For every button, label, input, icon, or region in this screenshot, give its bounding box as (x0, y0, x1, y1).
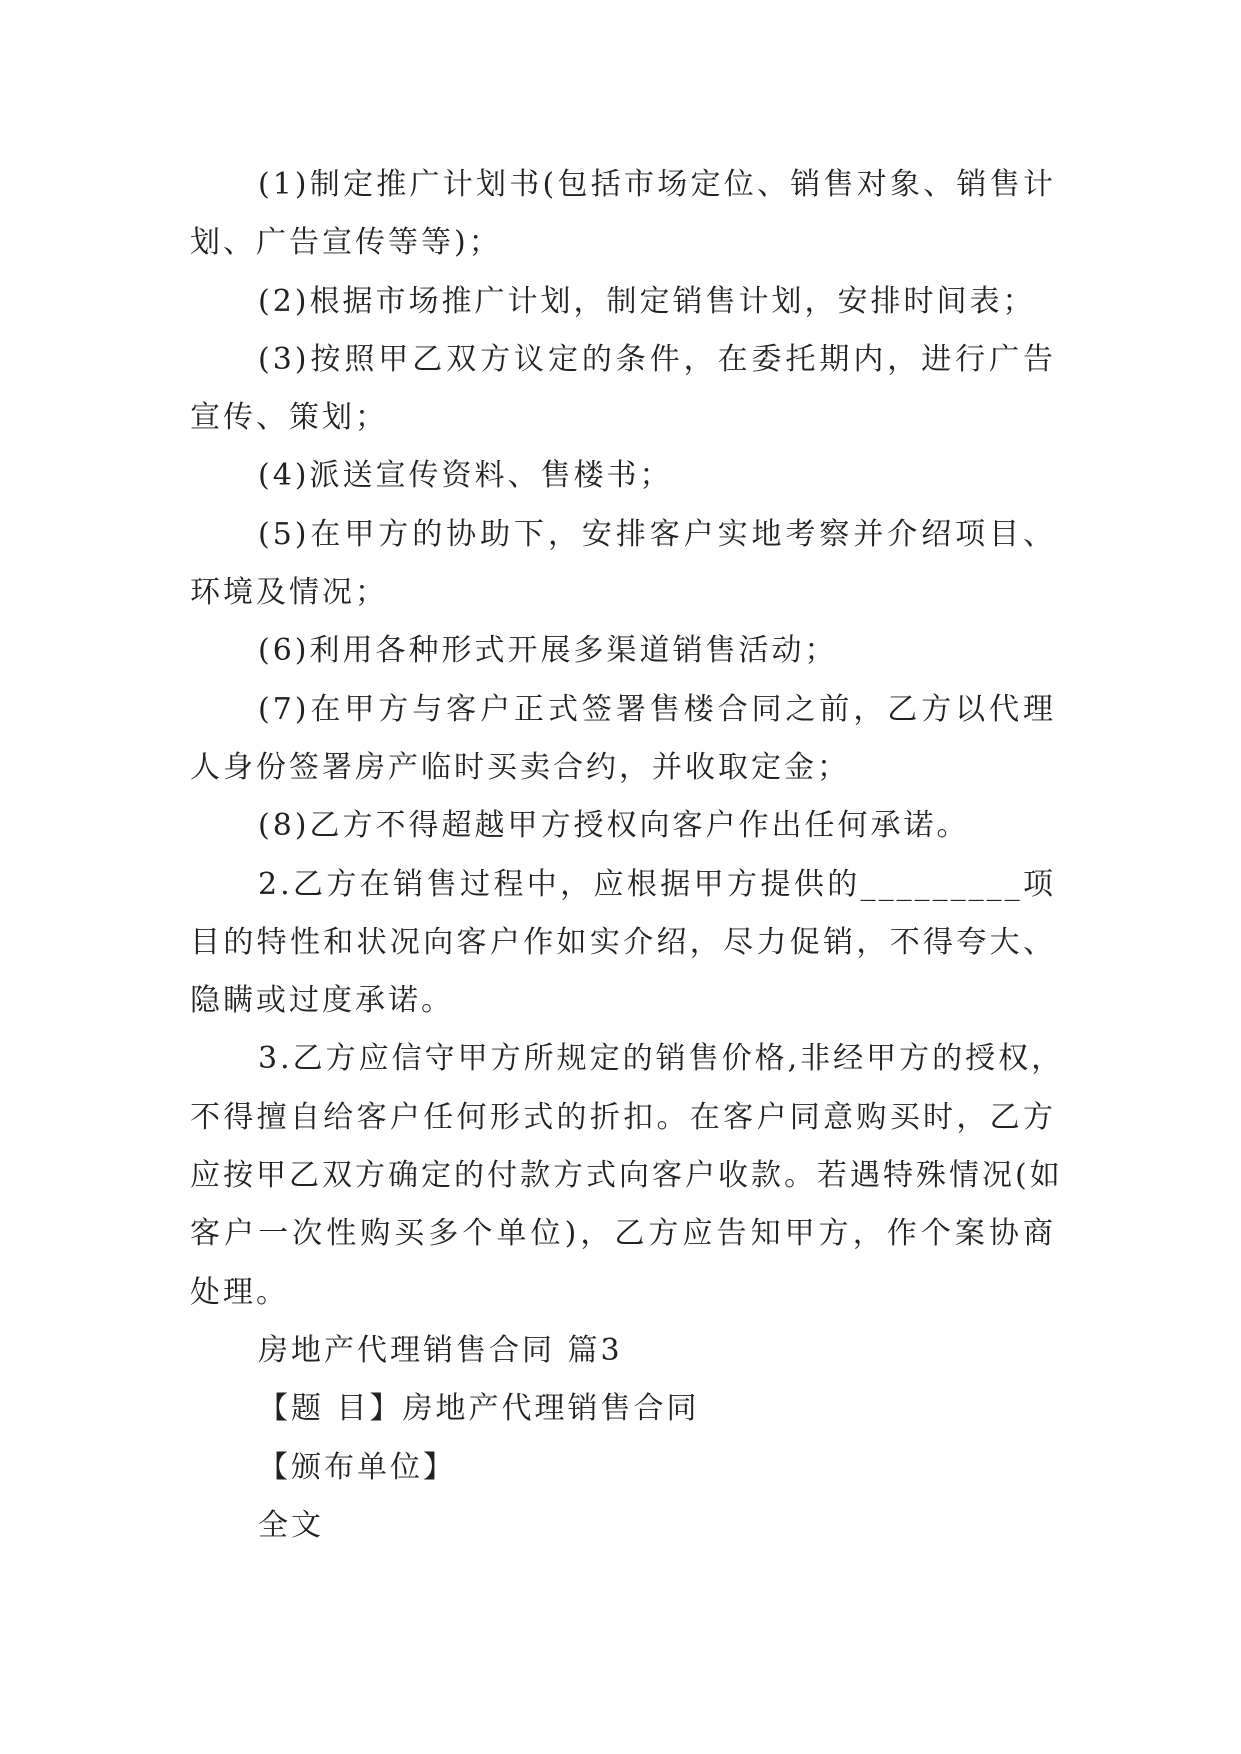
text-line: 全文 (258, 1507, 324, 1543)
title-field (190, 1380, 1056, 1438)
text-line: (8)乙方不得超越甲方授权向客户作出任何承诺。 (258, 808, 970, 844)
paragraph-item-1 (190, 156, 1056, 273)
text-line: 人身份签署房产临时买卖合约，并收取定金； (190, 749, 850, 785)
section-heading (190, 1322, 1056, 1380)
text-line: 划、广告宣传等等)； (190, 225, 502, 261)
text-line: 应按甲乙双方确定的付款方式向客户收款。若遇特殊情况(如 (190, 1158, 1063, 1194)
clause-3 (190, 1030, 1065, 1321)
clause-2 (190, 856, 1056, 1031)
text-line: 【颁布单位】 (258, 1449, 456, 1485)
text-line: 客户一次性购买多个单位)，乙方应告知甲方，作个案协商 (190, 1216, 1056, 1252)
text-line: (1)制定推广计划书(包括市场定位、销售对象、销售计 (258, 167, 1056, 202)
text-line: 环境及情况； (190, 575, 388, 611)
text-line: 房地产代理销售合同 篇3 (258, 1332, 623, 1368)
text-line: 处理。 (190, 1274, 289, 1310)
paragraph-item-7 (190, 681, 1056, 798)
text-line: (5)在甲方的协助下，安排客户实地考察并介绍项目、 (258, 516, 1056, 552)
text-line: 隐瞒或过度承诺。 (190, 983, 454, 1019)
document-body (190, 156, 1065, 1555)
issuer-field (190, 1439, 1056, 1497)
text-line: (6)利用各种形式开展多渠道销售活动； (258, 633, 838, 669)
text-line: 不得擅自给客户任何形式的折扣。在客户同意购买时，乙方 (190, 1099, 1056, 1135)
text-line: (7)在甲方与客户正式签署售楼合同之前，乙方以代理 (258, 691, 1056, 727)
text-line: 【题 目】房地产代理销售合同 (258, 1391, 700, 1427)
text-line: 目的特性和状况向客户作如实介绍，尽力促销，不得夸大、 (190, 924, 1056, 960)
text-line: 宣传、策划； (190, 400, 388, 436)
paragraph-item-4 (190, 447, 1056, 505)
paragraph-item-3 (190, 331, 1056, 448)
text-line: (3)按照甲乙双方议定的条件，在委托期内，进行广告 (258, 341, 1056, 377)
paragraph-item-2 (190, 273, 1056, 331)
text-line: (4)派送宣传资料、售楼书； (258, 458, 673, 494)
paragraph-item-5 (190, 506, 1056, 623)
text-line: 2.乙方在销售过程中，应根据甲方提供的_________项 (258, 866, 1056, 902)
full-text-label (190, 1497, 1056, 1555)
paragraph-item-8 (190, 797, 1056, 855)
text-line: 3.乙方应信守甲方所规定的销售价格,非经甲方的授权， (258, 1041, 1065, 1077)
paragraph-item-6 (190, 622, 1056, 680)
text-line: (2)根据市场推广计划，制定销售计划，安排时间表； (258, 283, 1036, 319)
